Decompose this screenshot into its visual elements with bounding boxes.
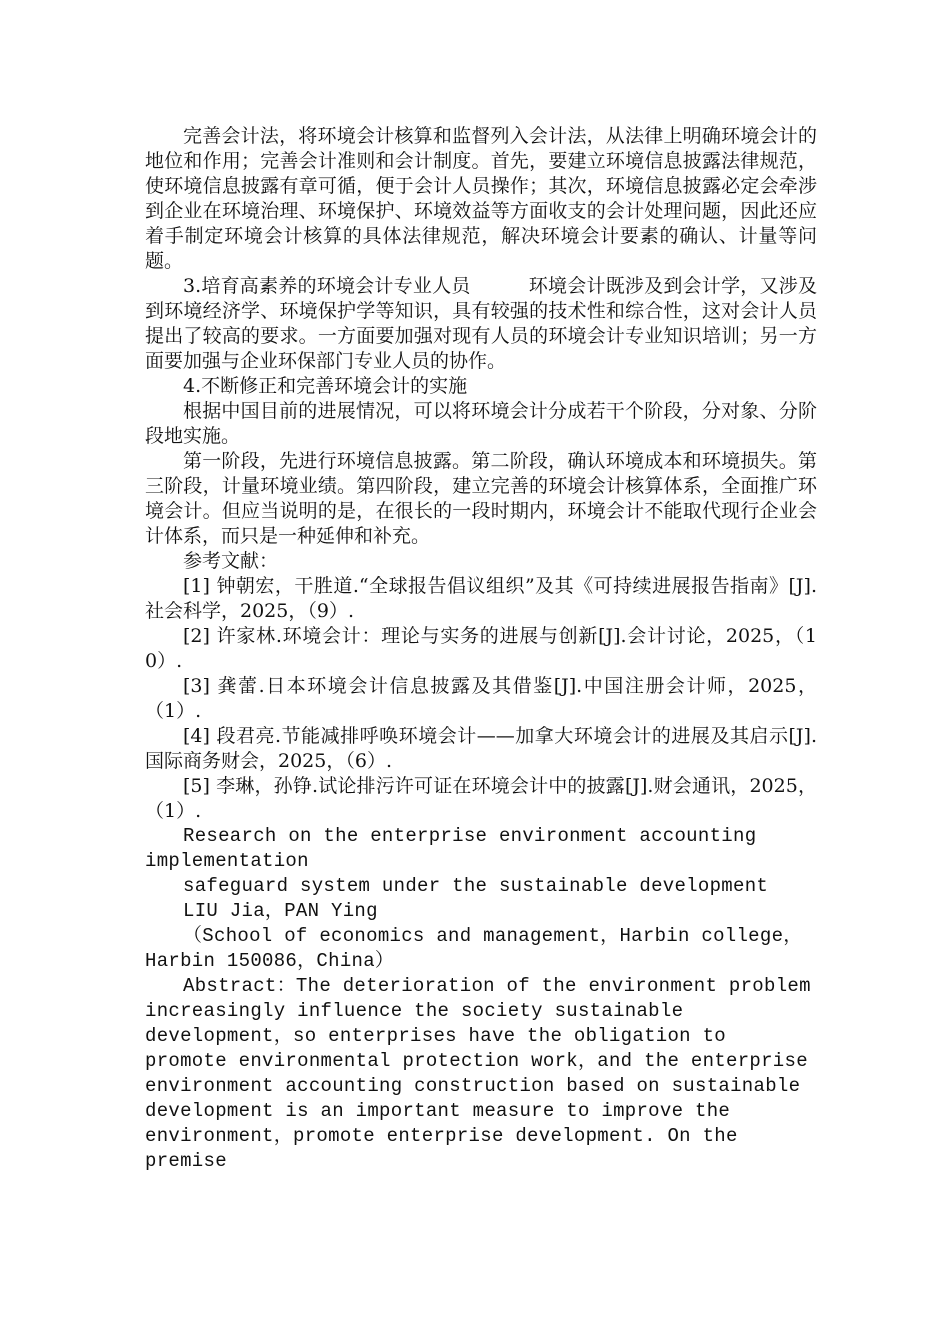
paragraph-accounting-law: 完善会计法，将环境会计核算和监督列入会计法，从法律上明确环境会计的地位和作用；完善会计准则和会计制度。首先，要建立环境信息披露法律规范，使环境信息披露有章可循，便于会计人员操作；其次，环境信息披露必定会牵涉到企业在环境治理、环境保护、环境效益等方面收支的会计处理问题，因此还应着手制定环境会计核算的具体法律规范，解决环境会计要素的确认、计量等问题。	[145, 125, 817, 272]
section-3-heading: 3.培育高素养的环境会计专业人员	[183, 275, 471, 297]
reference-item-3: [3] 龚蕾.日本环境会计信息披露及其借鉴[J].中国注册会计师，2025，（1）.	[145, 675, 817, 722]
section-3-text: 环境会计既涉及到会计学，又涉及到环境经济学、环境保护学等知识，具有较强的技术性和综合性，这对会计人员提出了较高的要求。一方面要加强对现有人员的环境会计专业知识培训；另一方面要加强与企业环保部门专业人员的协作。	[145, 275, 817, 372]
references-heading: 参考文献：	[183, 550, 279, 572]
section-3	[145, 274, 817, 374]
reference-item-5: [5] 李琳，孙铮.试论排污许可证在环境会计中的披露[J].财会通讯，2025，（1）.	[145, 775, 817, 822]
english-abstract: Abstract：The deterioration of the environment problem increasingly influence the society sustainable development，so enterprises have the obligation to promote environmental protection work，and the enterprise environment accounting construction based on sustainable development is an important measure to improve the environment，promote enterprise development. On the premise	[145, 975, 811, 1172]
document-page	[145, 124, 817, 1174]
reference-item-4: [4] 段君亮.节能减排呼唤环境会计——加拿大环境会计的进展及其启示[J].国际商务财会，2025，（6）.	[145, 725, 817, 772]
section-4-heading: 4.不断修正和完善环境会计的实施	[183, 375, 468, 397]
paragraph-stages: 第一阶段，先进行环境信息披露。第二阶段，确认环境成本和环境损失。第三阶段，计量环境业绩。第四阶段，建立完善的环境会计核算体系，全面推广环境会计。但应当说明的是，在很长的一段时期内，环境会计不能取代现行企业会计体系，而只是一种延伸和补充。	[145, 450, 817, 547]
english-title-line-1: Research on the enterprise environment accounting implementation	[145, 825, 757, 872]
reference-item-1: [1] 钟朝宏，干胜道.“全球报告倡议组织”及其《可持续进展报告指南》[J].社会科学，2025，（9）.	[145, 575, 817, 622]
english-authors: LIU Jia，PAN Ying	[183, 900, 378, 922]
paragraph-stages-intro: 根据中国目前的进展情况，可以将环境会计分成若干个阶段，分对象、分阶段地实施。	[145, 400, 817, 447]
english-affiliation: （School of economics and management，Harbin college，Harbin 150086，China）	[145, 925, 803, 972]
english-title-line-2: safeguard system under the sustainable development	[183, 875, 769, 897]
reference-item-2: [2] 许家林.环境会计：理论与实务的进展与创新[J].会计讨论，2025，（10）.	[145, 625, 817, 672]
